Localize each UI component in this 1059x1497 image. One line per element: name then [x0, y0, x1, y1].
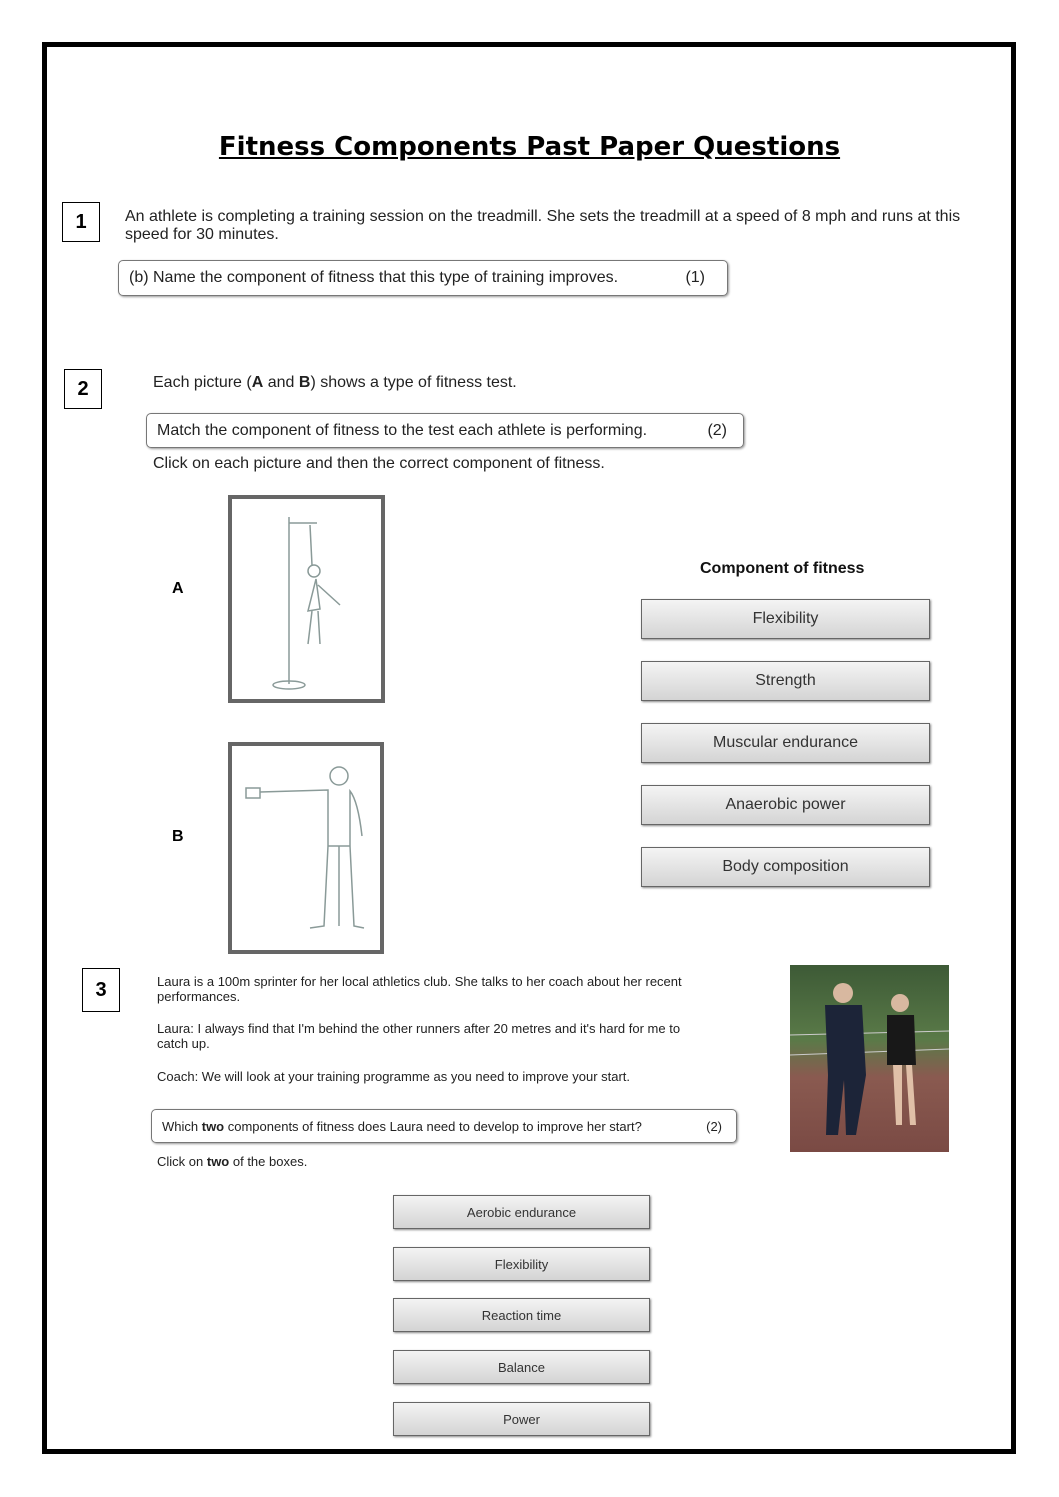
component-heading: Component of fitness — [700, 560, 865, 577]
picture-label-a: A — [172, 580, 184, 597]
q3-para1: Laura is a 100m sprinter for her local athletics club. She talks to her coach about her recent performances. — [157, 974, 682, 1004]
grip-test-figure-icon — [232, 746, 380, 950]
q3-para2: Laura: I always find that I'm behind the other runners after 20 metres and it's hard for me to catch up. — [157, 1021, 681, 1051]
picture-a-vertical-jump[interactable] — [228, 495, 385, 703]
question-number-2: 2 — [64, 369, 102, 409]
q2-question: Match the component of fitness to the test each athlete is performing. — [157, 421, 648, 439]
q2-instruction: Click on each picture and then the correct component of fitness. — [153, 455, 605, 472]
question-number-3: 3 — [82, 968, 120, 1012]
q1-question-box — [118, 260, 728, 296]
page-title: Fitness Components Past Paper Questions — [218, 132, 841, 162]
q2-option-body-composition[interactable]: Body composition — [641, 847, 930, 887]
q2-question-box — [146, 413, 744, 448]
q2-option-muscular-endurance[interactable]: Muscular endurance — [641, 723, 930, 763]
picture-label-b: B — [172, 828, 184, 845]
q3-option-balance[interactable]: Balance — [393, 1350, 650, 1384]
q2-option-flexibility[interactable]: Flexibility — [641, 599, 930, 639]
q1-question: (b) Name the component of fitness that this type of training improves. — [129, 269, 619, 286]
q1-text: An athlete is completing a training session on the treadmill. She sets the treadmill at a speed of 8 mph and runs at this speed for 30 minutes. — [125, 208, 961, 243]
coach-athlete-photo — [790, 965, 949, 1152]
q2-option-anaerobic-power[interactable]: Anaerobic power — [641, 785, 930, 825]
q3-question-box — [151, 1109, 737, 1143]
picture-b-grip-test[interactable] — [228, 742, 384, 954]
q1-marks: (1) — [685, 269, 705, 286]
q3-option-power[interactable]: Power — [393, 1402, 650, 1436]
q3-option-reaction-time[interactable]: Reaction time — [393, 1298, 650, 1332]
q3-question: Which two components of fitness does Laura need to develop to improve her start? — [162, 1118, 642, 1134]
q3-para3: Coach: We will look at your training programme as you need to improve your start. — [157, 1069, 631, 1084]
q3-instruction: Click on two of the boxes. — [157, 1154, 308, 1169]
q3-marks: (2) — [706, 1118, 722, 1134]
q2-intro: Each picture (A and B) shows a type of fitness test. — [153, 374, 517, 391]
question-number-1: 1 — [62, 202, 100, 242]
q3-option-aerobic-endurance[interactable]: Aerobic endurance — [393, 1195, 650, 1229]
q3-option-flexibility[interactable]: Flexibility — [393, 1247, 650, 1281]
q2-option-strength[interactable]: Strength — [641, 661, 930, 701]
vertical-jump-figure-icon — [232, 499, 381, 699]
coach-athlete-photo-icon — [790, 965, 949, 1152]
q2-marks: (2) — [707, 421, 727, 439]
